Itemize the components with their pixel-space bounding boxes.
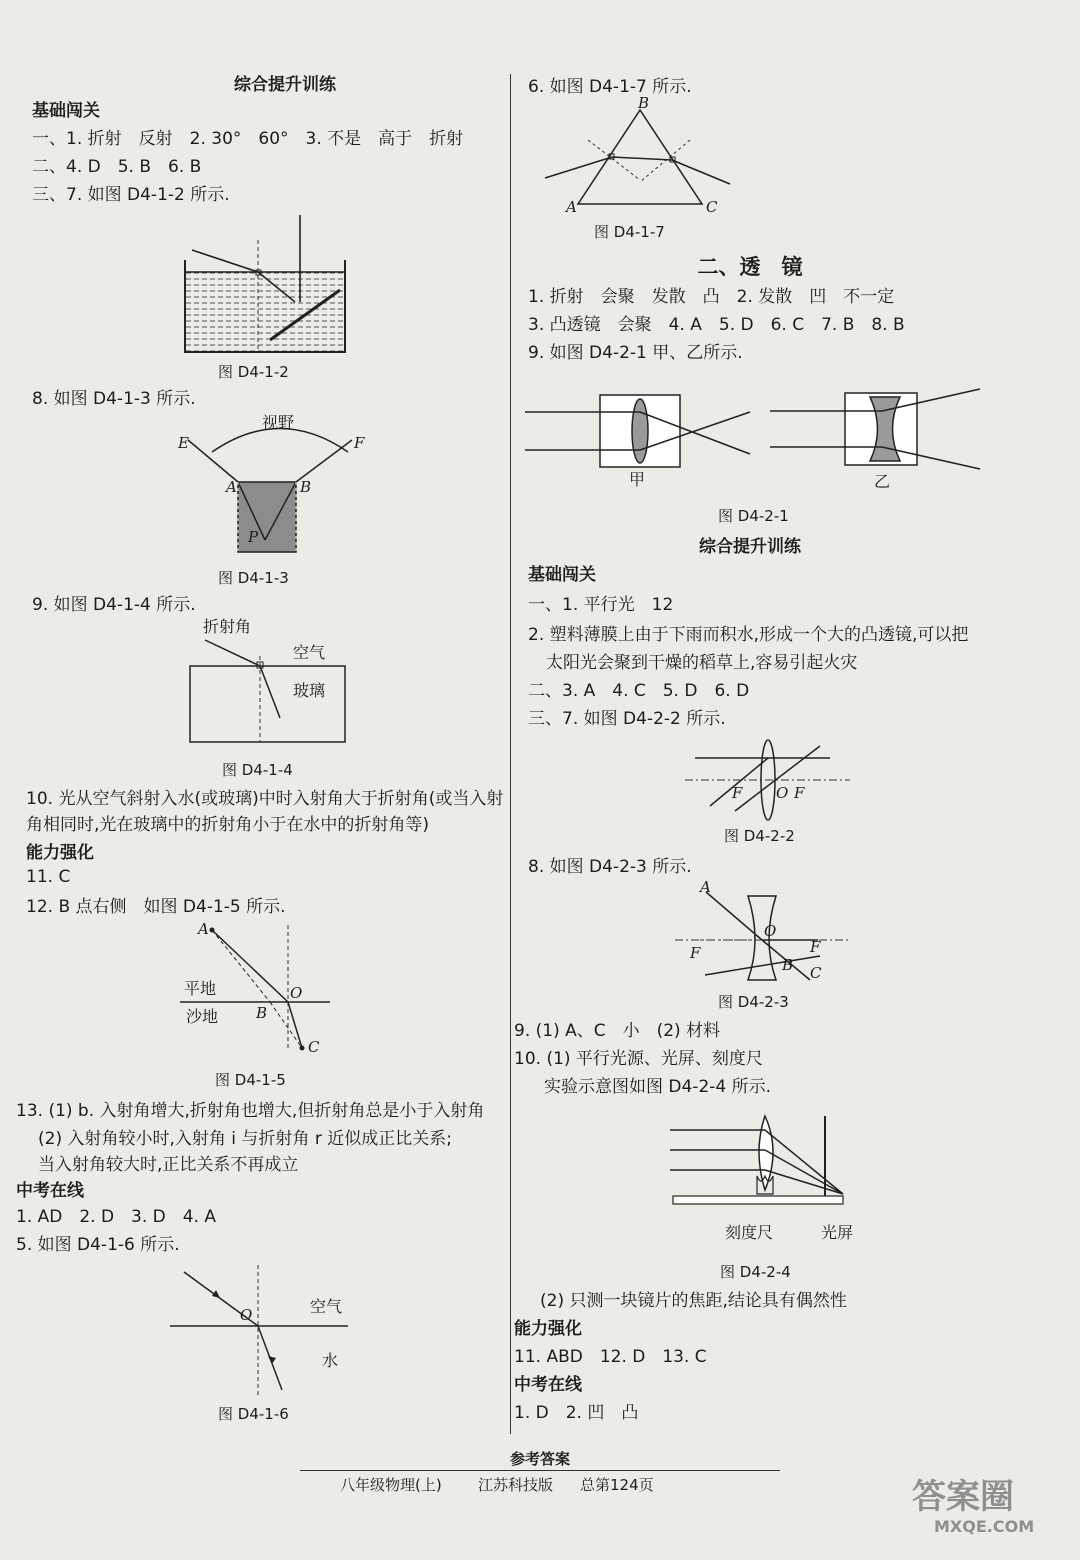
right-b4: 三、7. 如图 D4-2-2 所示. (528, 709, 726, 729)
left-q13-line2: (2) 入射角较小时,入射角 i 与折射角 r 近似成正比关系; (38, 1129, 452, 1149)
figure-d4-1-4 (185, 618, 355, 748)
column-divider (510, 74, 511, 1434)
left-q13-line3: 当入射角较大时,正比关系不再成立 (38, 1155, 299, 1175)
left-exam-q1: 1. AD 2. D 3. D 4. A (16, 1207, 217, 1227)
left-q10-line2: 角相同时,光在玻璃中的折射角小于在水中的折射角等) (26, 815, 430, 835)
fig-d4-1-7-caption: 图 D4-1-7 (594, 223, 665, 241)
fig4-angle-label: 折射角 (203, 617, 252, 636)
fig-d4-2-1-caption: 图 D4-2-1 (718, 507, 789, 525)
watermark-logo (906, 1468, 1056, 1538)
figure-d4-1-2 (170, 210, 360, 355)
svg-text:B: B (638, 94, 650, 112)
fig-d4-1-5-caption: 图 D4-1-5 (215, 1071, 286, 1089)
figure-d4-1-5 (180, 920, 340, 1060)
fig21-label-b: 乙 (874, 472, 891, 491)
left-q10-line1: 10. 光从空气斜射入水(或玻璃)中时入射角大于折射角(或当入射 (26, 789, 504, 809)
left-exam-heading: 中考在线 (16, 1181, 84, 1201)
svg-text:A: A (198, 920, 209, 938)
right-exam-heading: 中考在线 (514, 1375, 582, 1395)
svg-text:F: F (794, 784, 805, 802)
footer-publisher: 江苏科技版 (478, 1476, 554, 1494)
right-b11: 1. D 2. 凹 凸 (514, 1403, 639, 1423)
svg-text:O: O (764, 922, 777, 940)
right-b10: 11. ABD 12. D 13. C (514, 1347, 707, 1367)
svg-text:C: C (706, 198, 718, 216)
fig21-label-a: 甲 (629, 470, 646, 489)
watermark-url: MXQE.COM (934, 1517, 1035, 1536)
right-b1: 一、1. 平行光 12 (528, 595, 674, 615)
left-section-title: 综合提升训练 (234, 75, 336, 95)
fig6-air-label: 空气 (310, 1297, 343, 1316)
figure-d4-2-3 (670, 880, 860, 985)
fig3-view-label: 视野 (262, 413, 295, 432)
svg-text:C: C (810, 964, 822, 982)
fig-d4-1-3-caption: 图 D4-1-3 (218, 569, 289, 587)
fig4-glass-label: 玻璃 (293, 681, 326, 700)
fig4-air-label: 空气 (293, 643, 326, 662)
left-exam-q5: 5. 如图 D4-1-6 所示. (16, 1235, 180, 1255)
figure-d4-2-1-b (770, 385, 990, 495)
right-r2: 3. 凸透镜 会聚 4. A 5. D 6. C 7. B 8. B (528, 315, 905, 335)
left-q2: 二、4. D 5. B 6. B (32, 157, 202, 177)
right-q6: 6. 如图 D4-1-7 所示. (528, 77, 692, 97)
right-b5: 8. 如图 D4-2-3 所示. (528, 857, 692, 877)
left-ability-heading: 能力强化 (26, 843, 94, 863)
svg-text:P: P (248, 528, 259, 546)
left-basic-heading: 基础闯关 (32, 101, 100, 121)
fig24-screen-label: 光屏 (821, 1223, 854, 1242)
left-q11: 11. C (26, 867, 71, 887)
footer-title: 参考答案 (509, 1450, 570, 1468)
fig-d4-2-2-caption: 图 D4-2-2 (724, 827, 795, 845)
right-ability-heading: 能力强化 (514, 1319, 582, 1339)
footer-page: 总第124页 (580, 1476, 654, 1494)
svg-text:F: F (354, 434, 365, 452)
svg-text:F: F (690, 944, 701, 962)
right-chapter-title: 二、透 镜 (697, 255, 803, 279)
fig5-sand-label: 沙地 (186, 1007, 219, 1026)
svg-text:A: A (226, 478, 237, 496)
left-q3: 三、7. 如图 D4-1-2 所示. (32, 185, 230, 205)
fig-d4-1-2-caption: 图 D4-1-2 (218, 363, 289, 381)
right-b2-line2: 太阳光会聚到干燥的稻草上,容易引起火灾 (546, 653, 858, 673)
right-basic-heading: 基础闯关 (528, 565, 596, 585)
left-q12: 12. B 点右侧 如图 D4-1-5 所示. (26, 897, 286, 917)
figure-d4-2-1-a (525, 390, 765, 490)
right-r1: 1. 折射 会聚 发散 凸 2. 发散 凹 不一定 (528, 287, 895, 307)
left-q13-line1: 13. (1) b. 入射角增大,折射角也增大,但折射角总是小于入射角 (16, 1101, 485, 1121)
svg-text:O: O (290, 984, 303, 1002)
fig6-water-label: 水 (322, 1351, 339, 1370)
footer-subject: 八年级物理(上) (340, 1476, 442, 1494)
svg-text:A: A (566, 198, 577, 216)
footer-rule (300, 1470, 780, 1471)
svg-text:A: A (700, 878, 711, 896)
left-q8: 8. 如图 D4-1-3 所示. (32, 389, 196, 409)
right-section-title: 综合提升训练 (699, 537, 801, 557)
svg-text:B: B (300, 478, 312, 496)
fig24-ruler-label: 刻度尺 (725, 1223, 774, 1242)
figure-d4-1-7 (540, 94, 740, 220)
figure-d4-1-3 (170, 410, 370, 560)
right-b2-line1: 2. 塑料薄膜上由于下雨而积水,形成一个大的凸透镜,可以把 (528, 625, 969, 645)
figure-d4-1-6 (170, 1260, 360, 1400)
right-b7: 10. (1) 平行光源、光屏、刻度尺 (514, 1049, 763, 1069)
fig-d4-2-4-caption: 图 D4-2-4 (720, 1263, 791, 1281)
fig-d4-2-3-caption: 图 D4-2-3 (718, 993, 789, 1011)
right-b3: 二、3. A 4. C 5. D 6. D (528, 681, 750, 701)
svg-text:B: B (782, 956, 794, 974)
svg-text:O: O (240, 1306, 253, 1324)
right-r3: 9. 如图 D4-2-1 甲、乙所示. (528, 343, 743, 363)
svg-text:F: F (810, 938, 821, 956)
left-q1: 一、1. 折射 反射 2. 30° 60° 3. 不是 高于 折射 (32, 129, 464, 149)
svg-text:C: C (308, 1038, 320, 1056)
svg-text:F: F (732, 784, 743, 802)
svg-text:E: E (178, 434, 189, 452)
right-b6: 9. (1) A、C 小 (2) 材料 (514, 1021, 721, 1041)
figure-d4-2-2 (680, 736, 860, 826)
right-b8: 实验示意图如图 D4-2-4 所示. (544, 1077, 772, 1097)
svg-text:O: O (776, 784, 789, 802)
right-b9: (2) 只测一块镜片的焦距,结论具有偶然性 (540, 1291, 847, 1311)
fig-d4-1-6-caption: 图 D4-1-6 (218, 1405, 289, 1423)
fig-d4-1-4-caption: 图 D4-1-4 (222, 761, 293, 779)
fig5-flat-label: 平地 (184, 979, 217, 998)
left-q9: 9. 如图 D4-1-4 所示. (32, 595, 196, 615)
svg-text:B: B (256, 1004, 268, 1022)
watermark-text: 答案圈 (912, 1477, 1014, 1517)
figure-d4-2-4 (665, 1106, 865, 1246)
